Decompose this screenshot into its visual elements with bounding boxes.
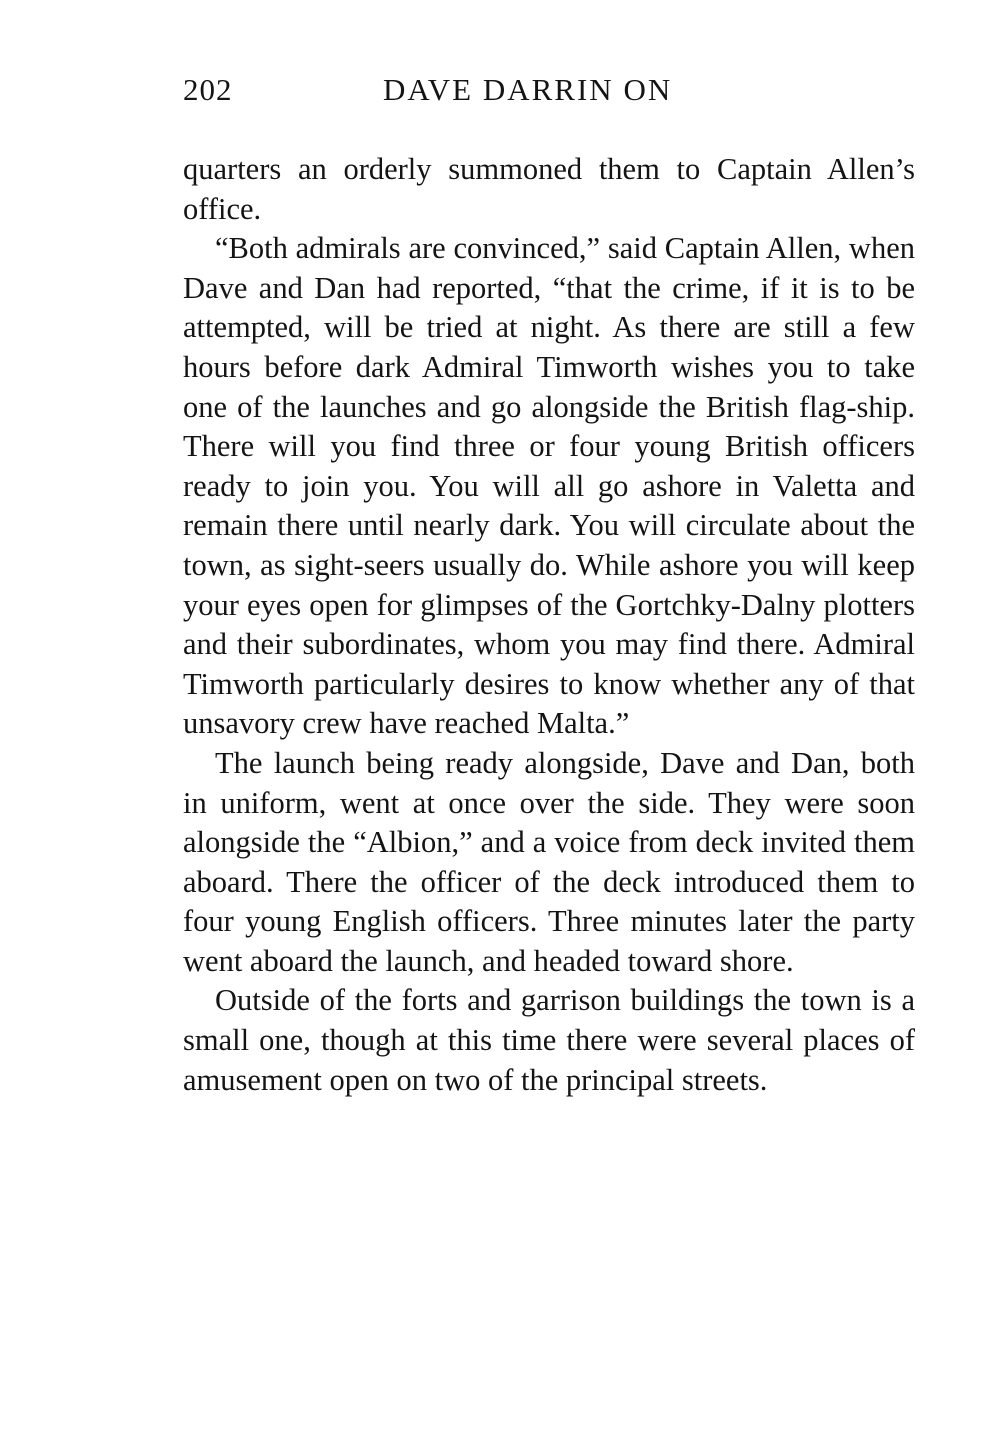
paragraph-town: Outside of the forts and garrison buildings the town is a small one, though at this time there were several places of amusement open on two of the principal streets. (183, 983, 915, 1097)
body-text (183, 150, 915, 1100)
page-number: 202 (183, 72, 233, 107)
paragraph-launch: The launch being ready alongside, Dave and Dan, both in uniform, went at once over the side. They were soon alongside the “Albion,” and a voice from deck invited them aboard. There the officer of the deck introduced them to four young English officers. Three minutes later the party went aboard the launch, and headed toward shore. (183, 745, 915, 978)
paragraph-captain-allen-speech: “Both admirals are convinced,” said Captain Allen, when Dave and Dan had reported, “that the crime, if it is to be attempted, will be tried at night. As there are still a few hours before dark Admiral Timworth wishes you to take one of the launches and go alongside the British flag-ship. There will you find three or four young British officers ready to join you. You will all go ashore in Valetta and remain there until nearly dark. You will circulate about the town, as sight-seers usually do. While ashore you will keep your eyes open for glimpses of the Gortchky-Dalny plotters and their subordinates, whom you may find there. Admiral Timworth particularly desires to know whether any of that unsavory crew have reached Malta.” (183, 231, 915, 741)
running-head (183, 72, 915, 116)
paragraph-continued: quarters an orderly summoned them to Captain Allen’s office. (183, 152, 915, 226)
book-page (183, 72, 915, 1100)
running-title: DAVE DARRIN ON (383, 72, 673, 107)
